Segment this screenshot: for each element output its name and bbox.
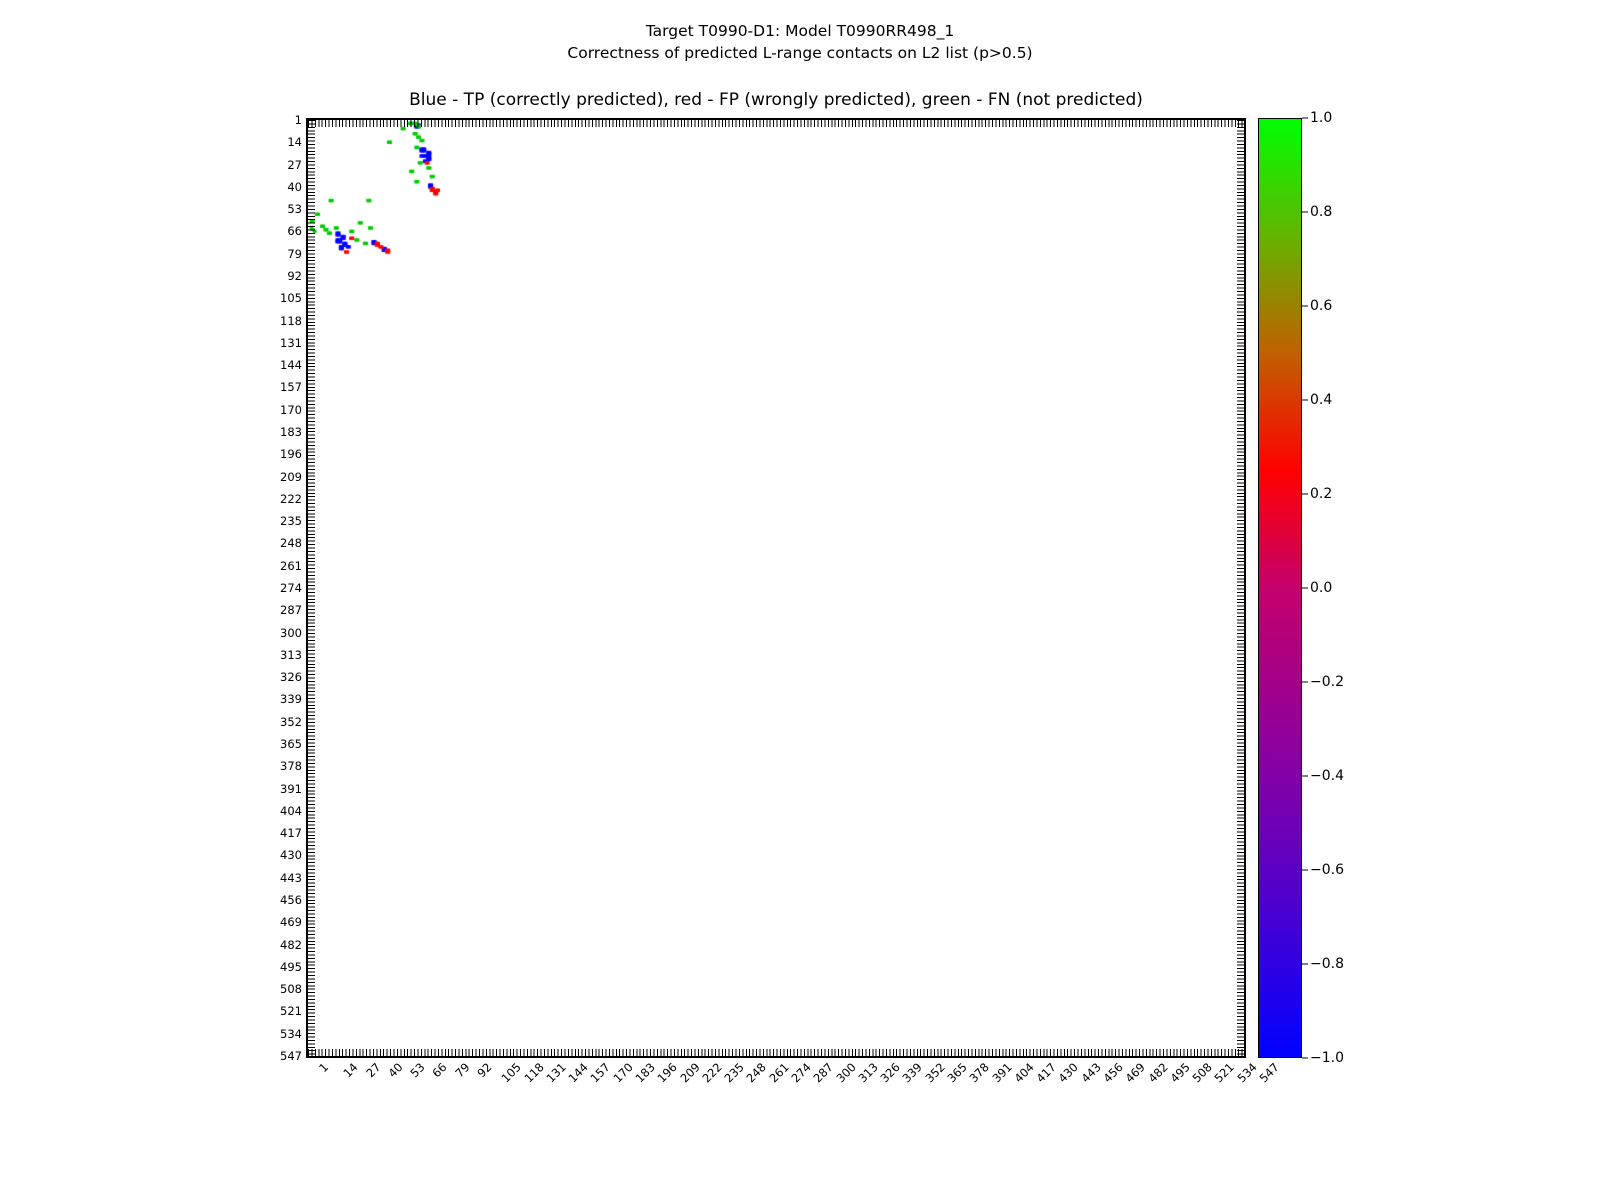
x-tick-label: 313 <box>855 1060 881 1086</box>
y-tick-label: 183 <box>280 425 302 439</box>
y-tick-label: 417 <box>280 826 302 841</box>
y-tick-label: 235 <box>280 514 302 529</box>
x-tick-label: 79 <box>451 1060 473 1081</box>
colorbar-tickmark <box>1302 964 1308 965</box>
y-tick-label: 391 <box>280 781 302 796</box>
x-tick-label: 508 <box>1189 1060 1215 1086</box>
y-tick-label: 66 <box>287 224 302 239</box>
y-tick-label: 144 <box>280 358 302 373</box>
x-tick-label: 27 <box>362 1060 384 1081</box>
colorbar-tick-label: −1.0 <box>1310 1050 1344 1066</box>
x-tick-label: 469 <box>1122 1060 1149 1086</box>
x-tick-label: 105 <box>498 1060 525 1086</box>
x-tick-label: 131 <box>543 1060 569 1086</box>
x-tick-label: 287 <box>810 1060 837 1086</box>
y-tick-label: 157 <box>280 380 302 395</box>
y-tick-label: 456 <box>280 893 302 907</box>
y-tick-label: 131 <box>280 335 302 350</box>
colorbar-tickmark <box>1302 588 1308 589</box>
colorbar-tickmark <box>1302 212 1308 213</box>
y-tick-label: 404 <box>280 803 302 818</box>
figure-suptitle <box>0 20 1600 64</box>
y-tick-label: 300 <box>280 625 302 640</box>
colorbar-tickmark <box>1302 306 1308 307</box>
x-tick-label: 326 <box>877 1060 903 1086</box>
y-tick-label: 118 <box>280 313 302 328</box>
x-tick-label: 222 <box>699 1060 725 1086</box>
colorbar-tick-label: 0.8 <box>1310 204 1333 220</box>
y-tick-label: 326 <box>280 670 302 685</box>
colorbar-tick-label: −0.8 <box>1310 956 1344 972</box>
x-tick-label: 66 <box>429 1060 450 1081</box>
y-tick-label: 1 <box>294 113 302 127</box>
colorbar-tickmark <box>1302 682 1308 683</box>
y-tick-label: 248 <box>280 536 302 551</box>
x-tick-label: 521 <box>1211 1060 1238 1086</box>
x-tick-label: 391 <box>988 1060 1015 1086</box>
y-tick-label: 313 <box>280 647 302 662</box>
x-tick-label: 144 <box>565 1060 591 1086</box>
colorbar-tickmark <box>1302 400 1308 401</box>
y-tick-label: 105 <box>280 291 302 306</box>
y-tick-label: 352 <box>280 714 302 729</box>
y-axis-tick-labels <box>240 113 302 1063</box>
contact-map-plot <box>306 118 1246 1058</box>
y-tick-label: 443 <box>280 870 302 885</box>
y-tick-label: 196 <box>280 447 302 462</box>
y-tick-label: 547 <box>280 1049 302 1063</box>
x-tick-label: 365 <box>944 1060 970 1086</box>
x-tick-label: 352 <box>922 1060 948 1086</box>
x-tick-label: 430 <box>1055 1060 1082 1086</box>
axes-title: Blue - TP (correctly predicted), red - FP (wrongly predicted), green - FN (not predicted) <box>409 90 1143 110</box>
y-tick-label: 287 <box>280 603 302 618</box>
x-tick-label: 404 <box>1011 1060 1037 1086</box>
x-tick-label: 92 <box>474 1060 495 1081</box>
x-tick-label: 235 <box>721 1060 747 1086</box>
x-tick-label: 339 <box>899 1060 926 1086</box>
x-tick-label: 118 <box>520 1060 547 1086</box>
y-tick-label: 508 <box>280 982 302 997</box>
colorbar-tick-label: −0.6 <box>1310 862 1344 878</box>
colorbar-tickmark <box>1302 870 1308 871</box>
colorbar-tickmark <box>1302 118 1308 119</box>
x-tick-label: 209 <box>676 1060 703 1086</box>
y-tick-label: 365 <box>280 737 302 751</box>
x-tick-label: 378 <box>966 1060 993 1086</box>
x-tick-label: 417 <box>1033 1060 1059 1086</box>
x-tick-label: 170 <box>610 1060 636 1086</box>
x-tick-label: 482 <box>1144 1060 1171 1086</box>
x-tick-label: 300 <box>832 1060 859 1086</box>
y-tick-label: 27 <box>287 157 302 172</box>
y-tick-label: 521 <box>280 1004 302 1019</box>
y-tick-label: 222 <box>280 491 302 506</box>
y-tick-label: 53 <box>287 202 302 217</box>
colorbar-tick-labels <box>1302 110 1362 1066</box>
contact-map-canvas <box>308 120 1244 1056</box>
y-tick-label: 495 <box>280 959 302 974</box>
x-axis-tick-labels <box>306 1060 1282 1140</box>
x-tick-label: 183 <box>632 1060 658 1086</box>
colorbar-tick-label: 1.0 <box>1310 110 1333 126</box>
x-tick-label: 53 <box>407 1060 428 1081</box>
x-tick-label: 1 <box>316 1060 332 1076</box>
x-tick-label: 248 <box>743 1060 770 1086</box>
y-tick-label: 430 <box>280 848 302 863</box>
suptitle-line-1: Target T0990-D1: Model T0990RR498_1 <box>645 22 955 40</box>
colorbar-tick-label: −0.4 <box>1310 768 1344 784</box>
y-tick-label: 274 <box>280 581 302 595</box>
y-tick-label: 209 <box>280 469 302 484</box>
y-tick-label: 378 <box>280 759 302 774</box>
x-tick-label: 495 <box>1167 1060 1193 1086</box>
colorbar-tick-label: −0.2 <box>1310 674 1344 690</box>
colorbar-tickmark <box>1302 1058 1308 1059</box>
x-tick-label: 157 <box>587 1060 614 1086</box>
colorbar-tick-label: 0.0 <box>1310 580 1333 596</box>
x-tick-label: 40 <box>385 1060 406 1081</box>
x-tick-label: 274 <box>788 1060 814 1086</box>
x-tick-label: 14 <box>340 1060 361 1081</box>
x-tick-label: 443 <box>1078 1060 1104 1086</box>
y-tick-label: 339 <box>280 692 302 707</box>
y-tick-label: 261 <box>280 558 302 573</box>
y-tick-label: 92 <box>287 269 302 283</box>
y-tick-label: 170 <box>280 402 302 417</box>
x-tick-label: 456 <box>1100 1060 1126 1086</box>
y-tick-label: 534 <box>280 1026 302 1041</box>
x-tick-label: 534 <box>1234 1060 1260 1086</box>
colorbar-tickmark <box>1302 776 1308 777</box>
colorbar-tick-label: 0.6 <box>1310 298 1333 314</box>
x-tick-label: 196 <box>654 1060 681 1086</box>
x-tick-label: 547 <box>1256 1060 1282 1086</box>
colorbar-tick-label: 0.4 <box>1310 392 1333 408</box>
y-tick-label: 79 <box>287 246 302 261</box>
y-tick-label: 469 <box>280 915 302 930</box>
y-tick-label: 482 <box>280 937 302 952</box>
colorbar <box>1258 118 1302 1058</box>
suptitle-line-2: Correctness of predicted L-range contacts on L2 list (p>0.5) <box>567 44 1033 62</box>
y-tick-label: 14 <box>287 135 302 150</box>
colorbar-tickmark <box>1302 494 1308 495</box>
x-tick-label: 261 <box>766 1060 792 1086</box>
y-tick-label: 40 <box>287 179 302 194</box>
colorbar-tick-label: 0.2 <box>1310 486 1333 502</box>
